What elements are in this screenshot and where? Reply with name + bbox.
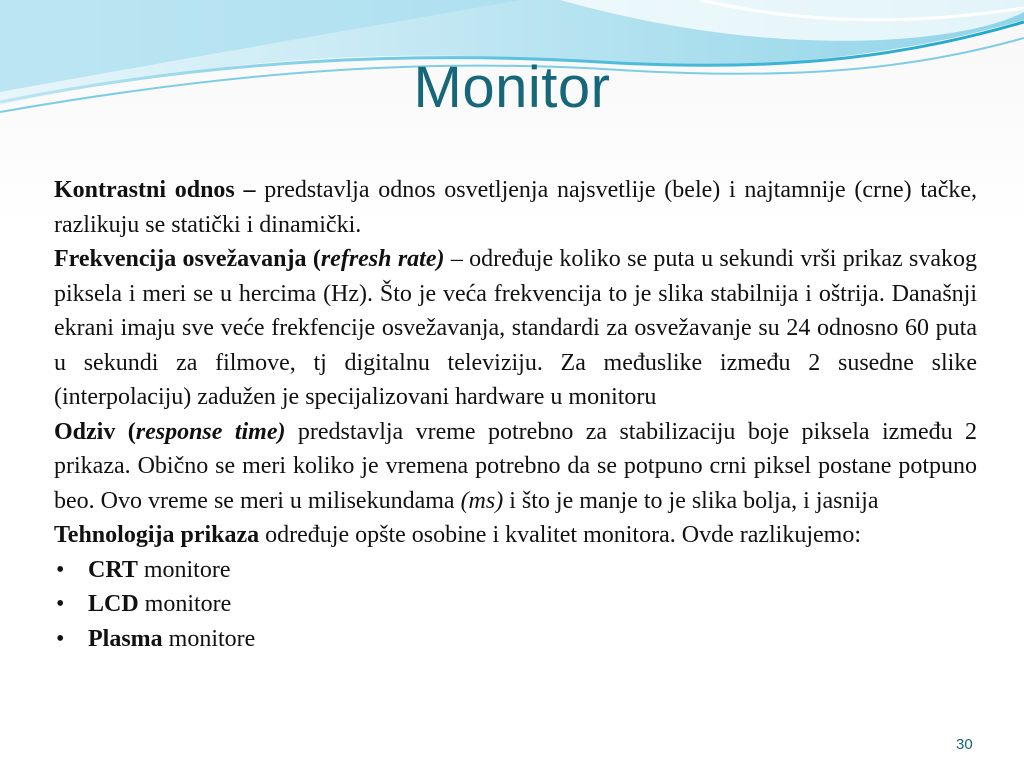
term-response: Odziv ( [54,418,136,445]
list-item [54,553,977,588]
text-response: predstavlja vreme potrebno za stabilizaciju boje piksela između 2 prikaza. Obično se meri koliko je vremena potrebno da se potpuno crni piksel postane potpuno beo. Ovo vreme se meri u milisekundama [54,418,978,514]
term-response-italic: response time) [135,418,286,445]
bullet-term: LCD [88,591,139,617]
term-contrast: Kontrastni odnos – [54,177,256,203]
bullet-icon: • [56,556,65,583]
text-contrast: predstavlja odnos osvetljenja najsvetlije (bele) i najtamnije (crne) tačke, razlikuju se statički i dinamički. [54,177,977,238]
slide-content [54,173,977,656]
paragraph-refresh [54,242,977,415]
paragraph-technology [54,518,977,553]
list-item [54,587,977,622]
bullet-icon: • [56,625,65,652]
bullet-text: monitore [138,591,232,617]
unit-ms: (ms) [460,487,504,514]
text-refresh: – određuje koliko se puta u sekundi vrši prikaz svakog piksela i meri se u hercima (Hz). Što je veća frekvencija to je slika stabilnija i oštrija. Današnji ekrani imaju sve veće frekfencije osvežavanja, standardi za osvežavanje su 24 odnosno 60 puta u sekundi za filmove, tj digitalnu televiziju. Za međuslike između 2 susedne slike (interpolaciju) zadužen je specijalizovani hardware u monitoru [54,246,977,410]
bullet-text: monitore [162,625,256,652]
bullet-icon: • [56,591,65,617]
text-response-2: i što je manje to je slika bolja, i jasnija [503,487,879,514]
term-refresh: Frekvencija osvežavanja ( [54,246,321,272]
bullet-text: monitore [137,556,231,583]
page-number: 30 [956,736,973,753]
paragraph-contrast [54,173,977,242]
term-technology: Tehnologija prikaza [54,522,260,548]
monitor-types-list [54,553,977,657]
text-technology: određuje opšte osobine i kvalitet monitora. Ovde razlikujemo: [259,522,862,548]
slide-title: Monitor [413,55,611,120]
bullet-term: Plasma [88,625,163,652]
bullet-term: CRT [88,556,138,583]
paragraph-response [54,415,977,519]
list-item [54,622,977,657]
term-refresh-italic: refresh rate) [320,246,445,272]
